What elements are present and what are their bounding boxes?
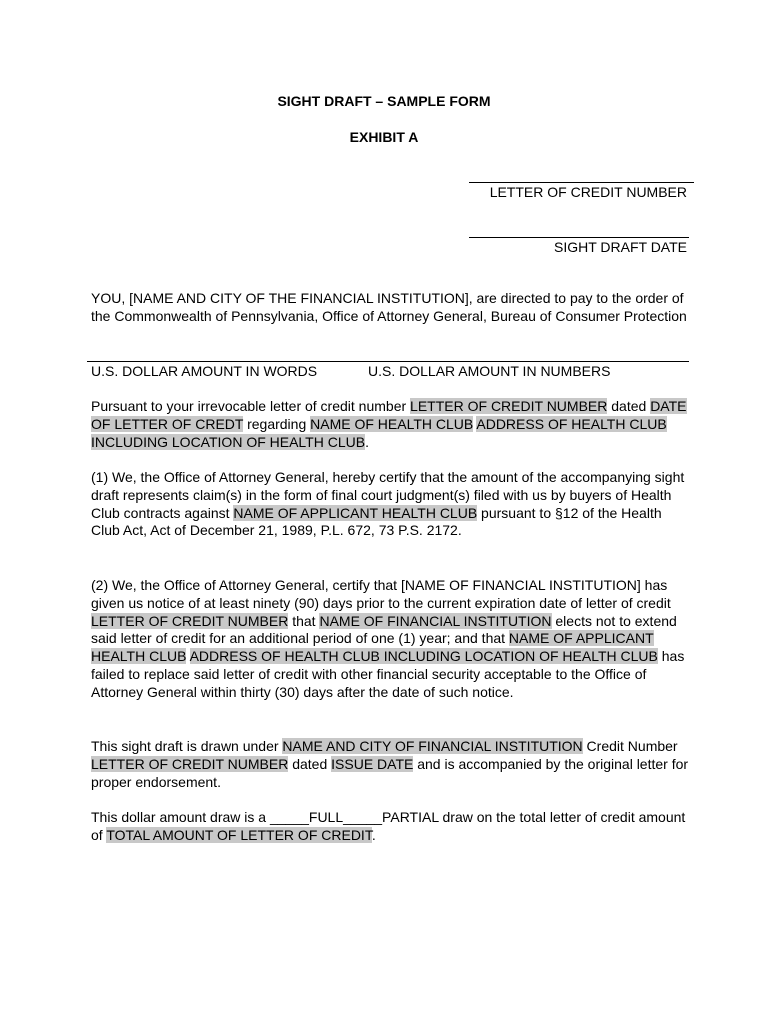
text-run: . xyxy=(365,433,369,450)
highlight-field-applicant-club: NAME OF APPLICANT HEALTH CLUB xyxy=(233,504,478,521)
amount-signature-line xyxy=(87,361,689,362)
text-run: dated xyxy=(607,398,651,414)
highlight-field-institution-name: NAME OF FINANCIAL INSTITUTION xyxy=(319,612,552,629)
highlight-field-loc-date: DATE OF LETTER OF CREDT xyxy=(91,398,687,432)
text-run: pursuant to §12 of the Health Club Act, Act of December 21, 1989, P.L. 672, 73 P.S. 2172. xyxy=(91,504,662,539)
text-run: has failed to replace said letter of credit with other financial security acceptable to the Office of Attorney General within thirty (30) days after the date of such notice. xyxy=(91,648,685,700)
text-run: Pursuant to your irrevocable letter of credit number xyxy=(91,398,411,414)
text-run: (2) We, the Office of Attorney General, certify that [NAME OF FINANCIAL INSTITUTION] has given us notice of at least ninety (90) days prior to the current expiration date of letter of credit xyxy=(91,577,671,611)
exhibit-label: EXHIBIT A xyxy=(349,129,419,145)
draw-amount-paragraph xyxy=(91,809,691,845)
amount-labels-row xyxy=(91,363,611,379)
payment-direction-paragraph: YOU, [NAME AND CITY OF THE FINANCIAL INSTITUTION], are directed to pay to the order of the Commonwealth of Pennsylvania, Office of Attorney General, Bureau of Consumer Protection xyxy=(91,290,687,324)
draft-date-label: SIGHT DRAFT DATE xyxy=(553,239,687,255)
loc-number-line xyxy=(469,182,694,183)
text-run: This dollar amount draw is a _____FULL_____PARTIAL draw on the total letter of credit amount of xyxy=(91,809,686,843)
text-run: . xyxy=(371,826,376,843)
certification-paragraph-2 xyxy=(91,577,691,702)
highlight-field-institution-name-city: NAME AND CITY OF FINANCIAL INSTITUTION xyxy=(282,738,583,754)
drawn-under-paragraph xyxy=(91,738,691,791)
text-run: elects not to extend said letter of credit for an additional period of one (1) year; and that xyxy=(91,612,677,647)
certification-paragraph-1 xyxy=(91,469,691,540)
text-run: dated xyxy=(288,755,332,772)
loc-number-label: LETTER OF CREDIT NUMBER xyxy=(489,184,687,200)
pursuant-paragraph xyxy=(91,398,691,451)
highlight-field-loc-number: LETTER OF CREDIT NUMBER xyxy=(410,398,608,414)
highlight-field-issue-date: ISSUE DATE xyxy=(331,755,414,772)
highlight-field-club-name: NAME OF HEALTH CLUB xyxy=(310,415,474,432)
text-run: This sight draft is drawn under xyxy=(91,738,283,754)
amount-numbers-label: U.S. DOLLAR AMOUNT IN NUMBERS xyxy=(368,363,611,379)
highlight-field-loc-number: LETTER OF CREDIT NUMBER xyxy=(91,612,289,629)
draft-date-line xyxy=(469,237,689,238)
document-title: SIGHT DRAFT – SAMPLE FORM xyxy=(277,93,491,109)
text-run: Credit Number xyxy=(582,738,678,754)
highlight-field-club-address: ADDRESS OF HEALTH CLUB INCLUDING LOCATION OF HEALTH CLUB xyxy=(91,415,667,450)
text-run: (1) We, the Office of Attorney General, hereby certify that the amount of the accompanying sight draft represents claim(s) in the form of final court judgment(s) filed with us by buyers of Health Club contracts against xyxy=(91,469,685,521)
text-run: regarding xyxy=(243,415,311,432)
highlight-field-club-address: ADDRESS OF HEALTH CLUB INCLUDING LOCATION OF HEALTH CLUB xyxy=(189,648,658,665)
highlight-field-total-amount: TOTAL AMOUNT OF LETTER OF CREDIT xyxy=(106,826,372,843)
highlight-field-loc-number: LETTER OF CREDIT NUMBER xyxy=(91,755,289,772)
highlight-field-applicant-club: NAME OF APPLICANT HEALTH CLUB xyxy=(91,630,654,665)
text-run: and is accompanied by the original letter for proper endorsement. xyxy=(91,755,689,790)
text-run: that xyxy=(288,612,320,629)
amount-words-label: U.S. DOLLAR AMOUNT IN WORDS xyxy=(91,363,318,379)
